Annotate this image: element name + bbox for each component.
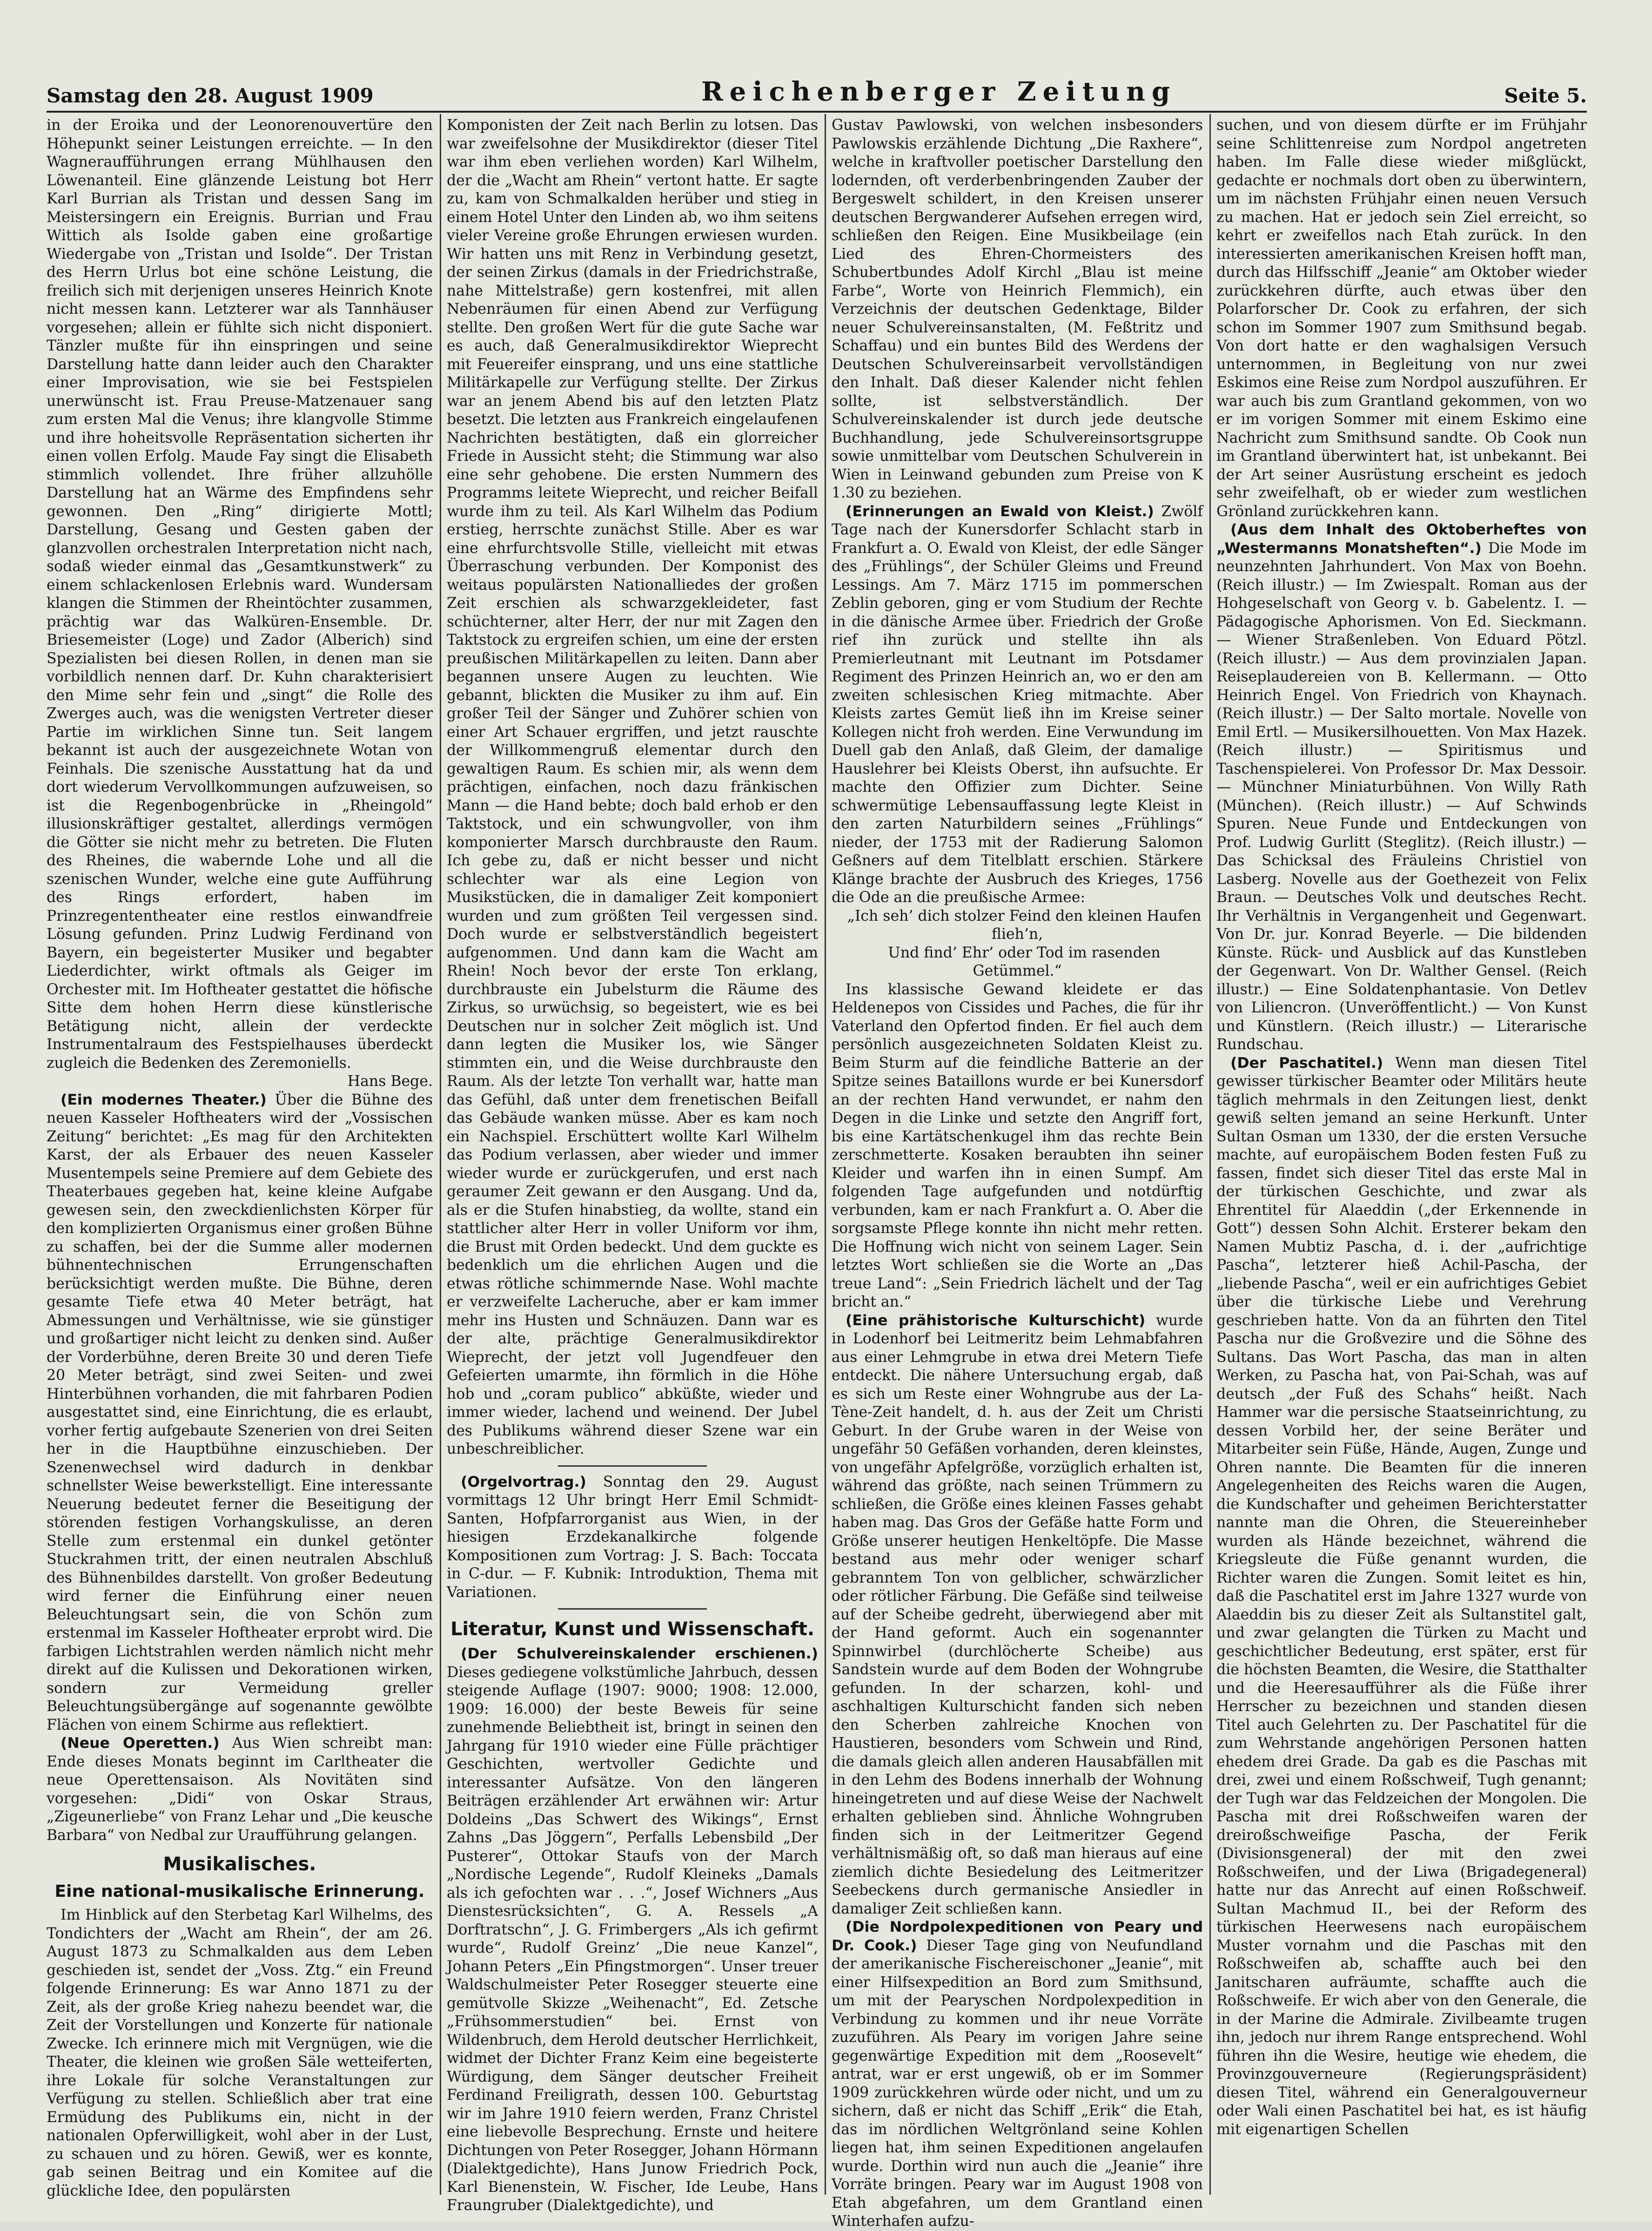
article-paragraph	[832, 116, 1203, 503]
section-heading: Literatur, Kunst und Wissenschaft.	[450, 1618, 815, 1640]
separator-line	[558, 1465, 706, 1467]
article-paragraph	[832, 981, 1203, 1312]
article-text: suchen, und von diesem dürfte er im Frühjahr seine Schlittenreise zum Nordpol angetreten haben. Im Falle diese wieder mißglückt, gedachte er nochmals dort oben zu überwintern, um im nächsten Frühjahr einen neuen Versuch zu machen. Hat er jedoch sein Ziel erreicht, so kehrt er zweifellos nach Etah zurück. In den interessierten amerikanischen Kreisen hofft man, durch das Hilfsschiff „Jeanie“ am Oktober wieder zurückkehren dürfte, auch etwas über den Polarforscher Dr. Cook zu erfahren, der sich schon im Sommer 1907 zum Smithsund begab. Von dort hatte er den waghalsigen Versuch unternommen, in Begleitung von nur zwei Eskimos eine Reise zum Nordpol auszuführen. Er war auch bis zum Grantland gekommen, von wo er im vorigen Sommer mit einem Eskimo eine Nachricht zum Smithsund sandte. Ob Cook nun im Grantland überwintert hat, ist unbekannt. Bei der Art seiner Ausrüstung erscheint es jedoch sehr zweifelhaft, ob er wieder zum westlichen Grönland zurückkehren kann.	[1216, 117, 1587, 520]
article-paragraph	[47, 116, 433, 1072]
author-signature: Hans Bege.	[347, 1073, 433, 1090]
article-text: Zwölf Tage nach der Kunersdorfer Schlacht starb in Frankfurt a. O. Ewald von Kleist, der edle Sänger des „Frühlings“, der Schüler Gleims und Freund Lessings. Am 7. März 1715 im pommerschen Zeblin geboren, ging er vom Studium der Rechte in die dänische Armee über. Friedrich der Große rief ihn zurück und stellte ihn als Premierleutnant mit Leutnant im Potsdamer Regiment des Prinzen Heinrich an, wo er den am zweiten schlesischen Krieg mitmachte. Aber Kleists zartes Gemüt ließ ihn im Kreise seiner Kollegen nicht froh werden. Eine Verwundung im Duell gab den Anlaß, daß Gleim, der damalige Hauslehrer bei Kleists Oberst, ihn aufsuchte. Er machte den Offizier zum Dichter. Seine schwermütige Lebensauffassung legte Kleist in den zarten Naturbildern seines „Frühlings“ nieder, der 1753 mit der Radierung Salomon Geßners auf dem Titelblatt erschien. Stärkere Klänge brachte der Ausbruch des Krieges, 1756 die Ode an die preußische Armee:	[832, 503, 1203, 906]
page-header	[47, 74, 1587, 107]
article-text: Komponisten der Zeit nach Berlin zu lotsen. Das war zweifelsohne der Musikdirektor (dieser Titel war ihm eben verliehen worden) Karl Wilhelm, der die „Wacht am Rhein“ vertont hatte. Er sagte zu, kam von Schmalkalden herüber und stieg in einem Hotel Unter den Linden ab, wo ihm seitens vieler Vereine große Ehrungen erwiesen wurden. Wir hatten uns mit Renz in Verbindung gesetzt, der seinen Zirkus (damals in der Friedrichstraße, nahe Mittelstraße) gern kostenfrei, mit allen Nebenräumen für einen Abend zur Verfügung stellte. Den großen Wert für die gute Sache war es auch, daß Generalmusikdirektor Wieprecht mit Feuereifer einsprang, und uns eine stattliche Militärkapelle zur Verfügung stellte. Der Zirkus war an jenem Abend bis auf den letzten Platz besetzt. Die letzten aus Frankreich eingelaufenen Nachrichten bestätigten, daß ein glorreicher Friede in Aussicht steht; die Stimmung war also eine sehr gehobene. Die ersten Nummern des Programms leitete Wieprecht, und reicher Beifall wurde ihm zu teil. Als Karl Wilhelm das Podium erstieg, herrschte zunächst Stille. Aber es war eine ehrfurchtsvolle Stille, vielleicht mit etwas Überraschung verbunden. Der Komponist des weitaus populärsten Nationalliedes der großen Zeit erschien als schwarzgekleideter, fast schüchterner, alter Herr, der nur mit Zagen den Taktstock zu ergreifen schien, um eine der ersten preußischen Militärkapellen zu leiten. Dann aber begannen unsere Augen zu leuchten. Wie gebannt, blickten die Musiker zu ihm auf. Ein großer Teil der Sänger und Zuhörer schien von einer Art Schauer ergriffen, und jetzt rauschte der Willkommengruß elementar durch den gewaltigen Raum. Es schien mir, als wenn dem prächtigen, einfachen, noch dazu fränkischen Mann — die Hand bebte; doch bald erhob er den Taktstock, und ein schwungvoller, von ihm komponierter Marsch durchbrauste den Raum. Ich gebe zu, daß er nicht besser und nicht schlechter war als eine Legion von Musikstücken, die in damaliger Zeit komponiert wurden und zum größten Teil vergessen sind. Doch wurde er selbstverständlich begeistert aufgenommen. Und dann kam die Wacht am Rhein! Noch bevor der erste Ton erklang, durchbrauste ein Jubelsturm die Räume des Zirkus, so urwüchsig, so begeistert, wie es bei Deutschen nur in solcher Zeit möglich ist. Und dann legten die Musiker los, wie Sänger stimmten ein, und die Weise durchbrauste den Raum. Als der letzte Ton verhallt war, hatte man das Gefühl, daß unter dem frenetischen Beifall das Gebäude wanken müsse. Aber es kam noch ein Nachspiel. Erschüttert wollte Karl Wilhelm das Podium verlassen, aber wieder und immer wieder wurde er zurückgerufen, und erst nach geraumer Zeit gewann er den Ausgang. Und da, als er die Stufen hinabstieg, da wollte, stand ein stattlicher alter Herr in voller Uniform vor ihm, die Brust mit Orden bedeckt. Und dem guckte es bedenklich um die ehrlichen Augen und die etwas rötliche schimmernde Nase. Wohl machte er verzweifelte Lacheruche, aber er kam immer mehr ins Husten und Schnäuzen. Dann war es der alte, prächtige Generalmusikdirektor Wieprecht, der jetzt voll Jugendfeuer den Gefeierten umarmte, ihn förmlich in die Höhe hob und „coram publico“ abküßte, wieder und immer wieder, lachend und weinend. Der Jubel des Publikums während dieser Szene war ein unbeschreiblicher.	[447, 117, 818, 1457]
article-text: Aus Wien schreibt man: Ende dieses Monats beginnt im Carltheater die neue Operettensaison. Als Novitäten sind vorgesehen: „Didi“ von Oskar Straus, „Zigeunerliebe“ von Franz Lehar und „Die keusche Barbara“ von Nedbal zur Uraufführung gelangen.	[47, 1735, 433, 1844]
header-page-number: Seite 5.	[1504, 84, 1587, 107]
article-paragraph	[47, 1091, 433, 1735]
article-text: Gustav Pawlowski, von welchen insbesonders Pawlowskis erzählende Dichtung „Die Raxhere“, welche in kraftvoller poetischer Darstellung den lodernden, oft verderbenbringenden Zauber der Bergeswelt schildert, in den Kreisen unserer deutschen Bergwanderer Aufsehen erregen wird, schließen den Reigen. Eine Musikbeilage (ein Lied des Ehren-Chormeisters des Schubertbundes Adolf Kirchl „Blau ist meine Farbe“, Worte von Heinrich Flemmich), ein Verzeichnis der deutschen Gedenktage, Bilder neuer Schulvereinsanstalten, (M. Feßtritz und Schaffau) und ein buntes Bild des Werdens der Deutschen Schulvereinsarbeit vervollständigen den Inhalt. Daß dieser Kalender nicht fehlen sollte, ist selbstverständlich. Der Schulvereinskalender ist durch jede deutsche Buchhandlung, jede Schulvereinsortsgruppe sowie unmittelbar vom Deutschen Schulverein in Wien in Leinwand gebunden zum Preise von K 1.30 zu beziehen.	[832, 117, 1203, 501]
article-text: in der Eroika und der Leonorenouvertüre den Höhepunkt seiner Leistungen erreichte. — In den Wagneraufführungen errang Mühlhausen den Löwenanteil. Eine glänzende Leistung bot Herr Karl Burrian als Tristan und dessen Sang im Meistersingern ein Ereignis. Burrian und Frau Wittich als Isolde gaben eine großartige Wiedergabe von „Tristan und Isolde“. Der Tristan des Herrn Urlus bot eine schöne Leistung, die freilich sich mit derjenigen unseres Heinrich Knote nicht messen kann. Letzterer war als Tannhäuser vorgesehen; allein er fühlte sich nicht disponiert. Tänzler mußte für ihn einspringen und seine Darstellung hatte dann leider auch den Charakter einer Improvisation, wie sie bei Festspielen unerwünscht ist. Frau Preuse-Matzenauer sang zum ersten Mal die Venus; ihre klangvolle Stimme und ihre hoheitsvolle Repräsentation sicherten ihr einen vollen Erfolg. Maude Fay singt die Elisabeth stimmlich vollendet. Ihre früher allzuhölle Darstellung hat an Wärme des Empfindens sehr gewonnen. Den „Ring“ dirigierte Mottl; Darstellung, Gesang und Gesten gaben der glanzvollen orchestralen Interpretation nicht nach, sodaß wieder einmal das „Gesamtkunstwerk“ zu einem schlackenlosen Erlebnis ward. Wundersam klangen die Stimmen der Rheintöchter zusammen, prächtig war das Walküren-Ensemble. Dr. Briesemeister (Loge) und Zador (Alberich) sind Spezialisten bei diesen Rollen, in denen man sie vorbildlich nennen darf. Dr. Kuhn charakterisiert den Mime sehr fein und „singt“ die Rolle des Zwerges auch, was die wenigsten Vertreter dieser Partie im wirklichen Sinne tun. Seit langem bekannt ist auch der ausgezeichnete Wotan von Feinhals. Die szenische Ausstattung hat da und dort wiederum Vervollkommungen aufzuweisen, so ist die Regenbogenbrücke in „Rheingold“ illusionskräftiger gestaltet, allerdings vermögen die Götter sie nicht mehr zu betreten. Die Fluten des Rheines, die wabernde Lohe und all die szenischen Wunder, welche eine gute Aufführung des Rings erfordert, haben im Prinzregententheater eine restlos einwandfreie Lösung gefunden. Prinz Ludwig Ferdinand von Bayern, ein begeisterter Musiker und begabter Liederdichter, wirkt oftmals als Geiger im Orchester mit. Im Hoftheater gestattet die höfische Sitte dem hohen Herrn diese künstlerische Betätigung nicht, allein der verdeckte Instrumentalraum des Festspielhauses überdeckt zugleich die Bedenken des Zeremoniells.	[47, 117, 433, 1072]
column-divider	[825, 114, 826, 2195]
article-text: Dieses gediegene volkstümliche Jahrbuch, dessen steigende Auflage (1907: 9000; 1908: 12.000, 1909: 16.000) der beste Beweis für seine zunehmende Beliebtheit ist, bringt in seinen den Jahrgang für 1910 wieder eine Fülle prächtiger Geschichten, wertvoller Gedichte und interessanter Aufsätze. Von den längeren Beiträgen erzählender Art erwähnen wir: Artur Doldeins „Das Schwert des Wikings“, Ernst Zahns „Das Jöggern“, Perfalls Lebensbild „Der Pusterer“, Ottokar Staufs von der March „Nordische Legende“, Rudolf Kleineks „Damals als ich gefochten war . . .“, Josef Wichners „Aus Dienstesrücksichten“, G. A. Ressels „A Dorftratschn“, J. G. Frimbergers „Als ich gefirmt wurde“, Rudolf Greinz’ „Die neue Kanzel“, Johann Peters „Ein Pfingstmorgen“. Unser treuer Waldschulmeister Peter Rosegger steuerte eine gemütvolle Skizze „Weihenacht“, Ed. Zetsche „Frühsommerstudien“ bei. Ernst von Wildenbruch, dem Herold deutscher Herrlichkeit, widmet der Dichter Franz Keim eine begeisterte Würdigung, dem Sänger deutscher Freiheit Ferdinand Freiligrath, dessen 100. Geburtstag wir im Jahre 1910 feiern werden, Franz Christel eine liebevolle Besprechung. Ernste und heitere Dichtungen von Peter Rosegger, Johann Hörmann (Dialektgedichte), Hans Junow Friedrich Pock, Karl Bienenstein, W. Fischer, Ide Leube, Hans Fraungruber (Dialektgedichte), und	[447, 1664, 818, 2214]
verse-line: Und find’ Ehr’ oder Tod im rasenden Getümmel.“	[888, 944, 1161, 979]
text-column-4	[1216, 116, 1587, 2192]
article-text: Über die Bühne des neuen Kasseler Hoftheaters wird der „Vossischen Zeitung“ berichtet: „Es mag für den Architekten Karst, der als Erbauer des neuen Kasseler Musentempels seine Premiere auf dem Gebiete des Theaterbaues gegeben hat, keine kleine Aufgabe gewesen sein, den zweckdienlichsten Körper für den komplizierten Organismus einer großen Bühne zu schaffen, bei der die Summe aller modernen bühnentechnischen Errungenschaften berücksichtigt werden mußte. Die Bühne, deren gesamte Tiefe etwa 40 Meter beträgt, hat Abmessungen und Verhältnisse, wie sie günstiger und großartiger nicht leicht zu denken sind. Außer der Vorderbühne, deren Breite 30 und deren Tiefe 20 Meter beträgt, sind zwei Seiten- und zwei Hinterbühnen vorhanden, die mit fahrbaren Podien ausgestattet sind, eine Einrichtung, die es erlaubt, vorher fertig aufgebaute Szenerien von drei Seiten her in die Hauptbühne einzuschieben. Der Szenenwechsel wird dadurch in denkbar schnellster Weise bewerkstelligt. Eine interessante Neuerung bedeutet ferner die Beseitigung der störenden festigen Vorhangskulisse, an deren Stelle zum erstenmal ein dunkel getönter Stuckrahmen tritt, der einen neutralen Abschluß des Bühnenbildes darstellt. Von großer Bedeutung wird ferner die Einführung einer neuen Beleuchtungsart sein, die von Schön zum erstenmal im Kasseler Hoftheater erprobt wird. Die farbigen Lichtstrahlen werden nämlich nicht mehr direkt auf die Kulissen und Dekorationen wirken, sondern zur Vermeidung greller Beleuchtungsübergänge auf sogenannte gewölbte Flächen von einem Schirme aus reflektiert.	[47, 1091, 433, 1733]
article-heading: (Eine prähistorische Kulturschicht)	[846, 1312, 1146, 1329]
article-text: Im Hinblick auf den Sterbetag Karl Wilhelms, des Tondichters der „Wacht am Rhein“, der am 26. August 1873 zu Schmalkalden aus dem Leben geschieden ist, sendet der „Voss. Ztg.“ ein Freund folgende Erinnerung: Es war Anno 1871 zu der Zeit, als der große Krieg nahezu beendet war, die Zeit der Vorstellungen und Konzerte für nationale Zwecke. Ich erinnere mich mit Vergnügen, wie die Theater, die kleinen wie großen Säle wetteiferten, ihre Lokale für solche Veranstaltungen zur Verfügung zu stellen. Schließlich aber trat eine Ermüdung des Publikums ein, nicht in der nationalen Opferwilligkeit, wohl aber in der Lust, zu schauen und zu hören. Gewiß, wer es konnte, gab seinen Beitrag und ein Komitee auf die glückliche Idee, den populärsten	[47, 1907, 433, 2199]
separator-line	[558, 1608, 706, 1610]
text-column-1	[47, 116, 433, 2199]
article-heading: (Die Nordpolexpeditionen von Peary und Dr. Cook.)	[832, 1919, 1203, 1954]
article-paragraph	[1216, 1054, 1587, 2139]
header-rule	[47, 111, 1587, 113]
article-heading: (Aus dem Inhalt des Oktoberheftes von „Westermanns Monatsheften“.)	[1216, 521, 1587, 557]
article-text: Dieser Tage ging von Neufundland der amerikanische Fischereischoner „Jeanie“, mit einer Hilfsexpedition an Bord zum Smithsund, um mit der Pearyschen Nordpolexpedition in Verbindung zu kommen und ihr neue Vorräte zuzuführen. Als Peary im vorigen Jahre seine gegenwärtige Expedition mit dem „Roosevelt“ antrat, war er erst ungewiß, ob er im Sommer 1909 zurückkehren würde oder nicht, und um zu sichern, daß er nicht das Schiff „Erik“ die Etah, das im nördlichen Weltgrönland seine Kohlen liegen hat, ihm seinen Expeditionen angelaufen wurde. Dorthin wird nun auch die „Jeanie“ ihre Vorräte bringen. Peary war im August 1908 von Etah abgefahren, um dem Grantland einen Winterhafen aufzu-	[832, 1937, 1203, 2230]
header-masthead: Reichenberger Zeitung	[701, 76, 1177, 107]
article-text: wurde in Lodenhorf bei Leitmeritz beim Lehmabfahren aus einer Lehmgrube in etwa drei Metern Tiefe entdeckt. Die nähere Untersuchung ergab, daß es sich um Reste einer Wohngrube aus der La-Tène-Zeit handelt, d. h. aus der Zeit um Christi Geburt. In der Grube waren in der Weise von ungefähr 50 Gefäßen vorhanden, deren kleinstes, von ungefähr Apfelgröße, vorzüglich erhalten ist, während das größte, nach seinen Trümmern zu schließen, die Größe eines kleinen Fasses gehabt haben mag. Das Gros der Gefäße hatte Form und Größe unserer heutigen Henkeltöpfe. Die Masse bestand aus mehr oder weniger scharf gebranntem Ton von gelblicher, schwärzlicher oder rötlicher Färbung. Die Gefäße sind teilweise auf der Scheibe gedreht, überwiegend aber mit der Hand geformt. Auch ein sogenannter Spinnwirbel (durchlöcherte Scheibe) aus Sandstein wurde auf dem Boden der Wohngrube gefunden. In der scharzen, kohl- und aschhaltigen Kulturschicht fanden sich neben den Scherben zahlreiche Knochen von Haustieren, besonders vom Schwein und Rind, die damals gleich allen anderen Hausabfällen mit in den Lehm des Bodens innerhalb der Wohnung hineingetreten und auf diese Weise der Nachwelt erhalten geblieben sind. Ähnliche Wohngruben finden sich in der Leitmeritzer Gegend verhältnismäßig oft, so daß man hieraus auf eine ziemlich dichte Besiedelung des Leitmeritzer Seebeckens durch germanische Ansiedler in damaliger Zeit schließen kann.	[832, 1312, 1203, 1917]
header-date: Samstag den 28. August 1909	[47, 84, 374, 107]
text-column-3	[832, 116, 1203, 2230]
article-paragraph	[447, 1645, 818, 2215]
article-heading: (Der Schulvereinskalender erschienen.)	[461, 1645, 818, 1662]
article-paragraph	[832, 1312, 1203, 1919]
article-heading: (Der Paschatitel.)	[1230, 1054, 1383, 1072]
article-heading: (Ein modernes Theater.)	[60, 1091, 267, 1108]
column-divider	[1209, 114, 1211, 2195]
text-column-2	[447, 116, 818, 2214]
verse-line: „Ich seh’ dich stolzer Feind den kleinen Haufen flieh’n,	[847, 907, 1202, 943]
article-paragraph	[47, 1734, 433, 1845]
article-paragraph	[447, 116, 818, 1459]
article-paragraph	[447, 1473, 818, 1602]
article-text: Wenn man diesen Titel gewisser türkischer Beamter oder Militärs heute täglich mehrmals in den Zeitungen liest, denkt gewiß selten jemand an seine Herkunft. Unter Sultan Osman um 1330, der die ersten Versuche machte, auf europäischem Boden festen Fuß zu fassen, findet sich dieser Titel das erste Mal in der türkischen Geschichte, und zwar als Ehrentitel für Alaeddin („der Erkennende in Gott“) dessen Sohn Alchit. Ersterer bekam den Namen Mubtiz Pascha, d. i. der „aufrichtige Pascha“, letzterer hieß Achil-Pascha, der „liebende Pascha“, weil er ein aufrichtiges Gebiet über die türkische Liebe und Verehrung geschrieben hatte. Von da an führten den Titel Pascha nur die Großvezire und die Söhne des Sultans. Das Wort Pascha, das man in alten Werken, zu Pascha hat, von Pai-Schah, was auf deutsch „der Fuß des Schahs“ heißt. Nach Hammer war die persische Staatseinrichtung, zu dessen Vorbild her, der seine Beräter und Mitarbeiter sein Füße, Hände, Augen, Zunge und Ohren nannte. Die Beamten für die inneren Angelegenheiten des Reichs waren die Augen, die Kundschafter und geheimen Berichterstatter nannte man die Ohren, die Steuereinheber wurden als Hände bezeichnet, während die Kriegsleute die Füße genannt wurden, die Richter waren die Zungen. Somit leitet es hin, daß die Paschatitel erst im Jahre 1327 wurde von Alaeddin bis zu dieser Zeit als Sultanstitel galt, und zwar gelangten die Türken zu Macht und geschichtlicher Bedeutung, erst später, erst für die höchsten Beamten, die Wesire, die Statthalter und die Heeresaufführer als die Füße ihrer Herrscher zu bezeichnen und standen diesen Titel auch Gelehrten zu. Der Paschatitel für die zum Wehrstande angehörigen Personen hatten ehedem drei Grade. Da gab es die Paschas mit drei, zwei und einem Roßschweif, Tugh genannt; der Tugh war das Feldzeichen der Mongolen. Die Pascha mit drei Roßschweifen waren der dreiroßschweifige Pascha, der Ferik (Divisionsgeneral) der mit den zwei Roßschweifen, und der Liwa (Brigadegeneral) hatte nur das Anrecht auf einen Roßschweif. Sultan Machmud II., bei der Reform des türkischen Heerwesens nach europäischem Muster vornahm und die Paschas mit den Roßschweifen ab, schaffte auch bei den Janitscharen aufräumte, schaffte auch die Roßschweife. Er wich aber von den Generale, die in der Marine die Admirale. Zivilbeamte trugen ihn, jedoch nur ihrem Range entsprechend. Wohl führen ihn die Wesire, heutige wie ehedem, die Provinzgouverneure (Regierungspräsident) diesen Titel, während ein Generalgouverneur oder Wali einen Paschatitel bei hat, es ist häufig mit eigenartigen Schellen	[1216, 1054, 1587, 2138]
article-text: Die Mode im neunzehnten Jahrhundert. Von Max von Boehn. (Reich illustr.) — Im Zwiespalt. Roman aus der Hohgeselschaft von Georg v. b. Gabelentz. I. — Pädagogische Aphorismen. Von Ed. Sieckmann. — Wiener Straßenleben. Von Eduard Pötzl. (Reich illustr.) — Aus dem provinzialen Japan. Reiseplaudereien von B. Kellermann. — Otto Heinrich Engel. Von Friedrich von Khaynach. (Reich illustr.) — Der Salto mortale. Novelle von Emil Ertl. — Musikersilhouetten. Von Max Hazek. (Reich illustr.) — Spiritismus und Taschenspielerei. Von Professor Dr. Max Dessoir. — Münchner Miniaturbühnen. Von Willy Rath (München). (Reich illustr.) — Auf Schwinds Spuren. Neue Funde und Entdeckungen von Prof. Ludwig Gurlitt (Steglitz). (Reich illustr.) — Das Schicksal des Fräuleins Christiel von Lasberg. Novelle aus der Goethezeit von Felix Braun. — Deutsches Volk und deutsches Recht. Ihr Verhältnis in Vergangenheit und Gegenwart. Von Dr. jur. Konrad Beyerle. — Die bildenden Künste. Rück- und Ausblick auf das Kunstleben der Gegenwart. Von Dr. Walther Gensel. (Reich illustr.) — Eine Soldatenphantasie. Von Detlev von Liliencron. (Unveröffentlicht.) — Von Kunst und Künstlern. (Reich illustr.) — Literarische Rundschau.	[1216, 539, 1587, 1053]
article-paragraph	[832, 503, 1203, 907]
article-paragraph	[832, 1918, 1203, 2231]
article-paragraph	[1216, 521, 1587, 1054]
article-text: Sonntag den 29. August vormittags 12 Uhr bringt Herr Emil Schmidt-Santen, Hofpfarrorganist aus Wien, in der hiesigen Erzdekanalkirche folgende Kompositionen zum Vortrag: J. S. Bach: Toccata in C-dur. — F. Kubnik: Introduktion, Thema mit Variationen.	[447, 1473, 818, 1601]
article-text: Ins klassische Gewand kleidete er das Heldenepos von Cissides und Paches, die für ihr Vaterland den Opfertod finden. Er fiel auch dem persönlich ausgezeichneten Soldaten Kleist zu. Beim Sturm auf die feindliche Batterie an der Spitze seines Bataillons wurde er bei Kunersdorf an der rechten Hand verwundet, er nahm den Degen in die Linke und setzte den Angriff fort, bis eine Kartätschenkugel ihm das rechte Bein zerschmetterte. Kosaken beraubten ihn seiner Kleider und warfen ihn in einen Sumpf. Am folgenden Tage aufgefunden und notdürftig verbunden, kam er nach Frankfurt a. O. Aber die sorgsamste Pflege konnte ihn nicht mehr retten. Die Hoffnung wich nicht von seinem Lager. Sein letztes Wort schließen sie die Worte an „Das treue Land“: „Sein Friedrich lächelt und der Tag bricht an.“	[832, 981, 1203, 1310]
article-heading: (Erinnerungen an Ewald von Kleist.)	[846, 503, 1154, 520]
article-paragraph	[1216, 116, 1587, 521]
article-heading: (Orgelvortrag.)	[461, 1473, 586, 1490]
article-heading: (Neue Operetten.)	[60, 1735, 220, 1752]
section-heading: Musikalisches.	[163, 1854, 316, 1875]
column-divider	[440, 114, 441, 2195]
article-paragraph	[47, 1906, 433, 2200]
article-heading: Eine national-musikalische Erinnerung.	[54, 1882, 425, 1901]
